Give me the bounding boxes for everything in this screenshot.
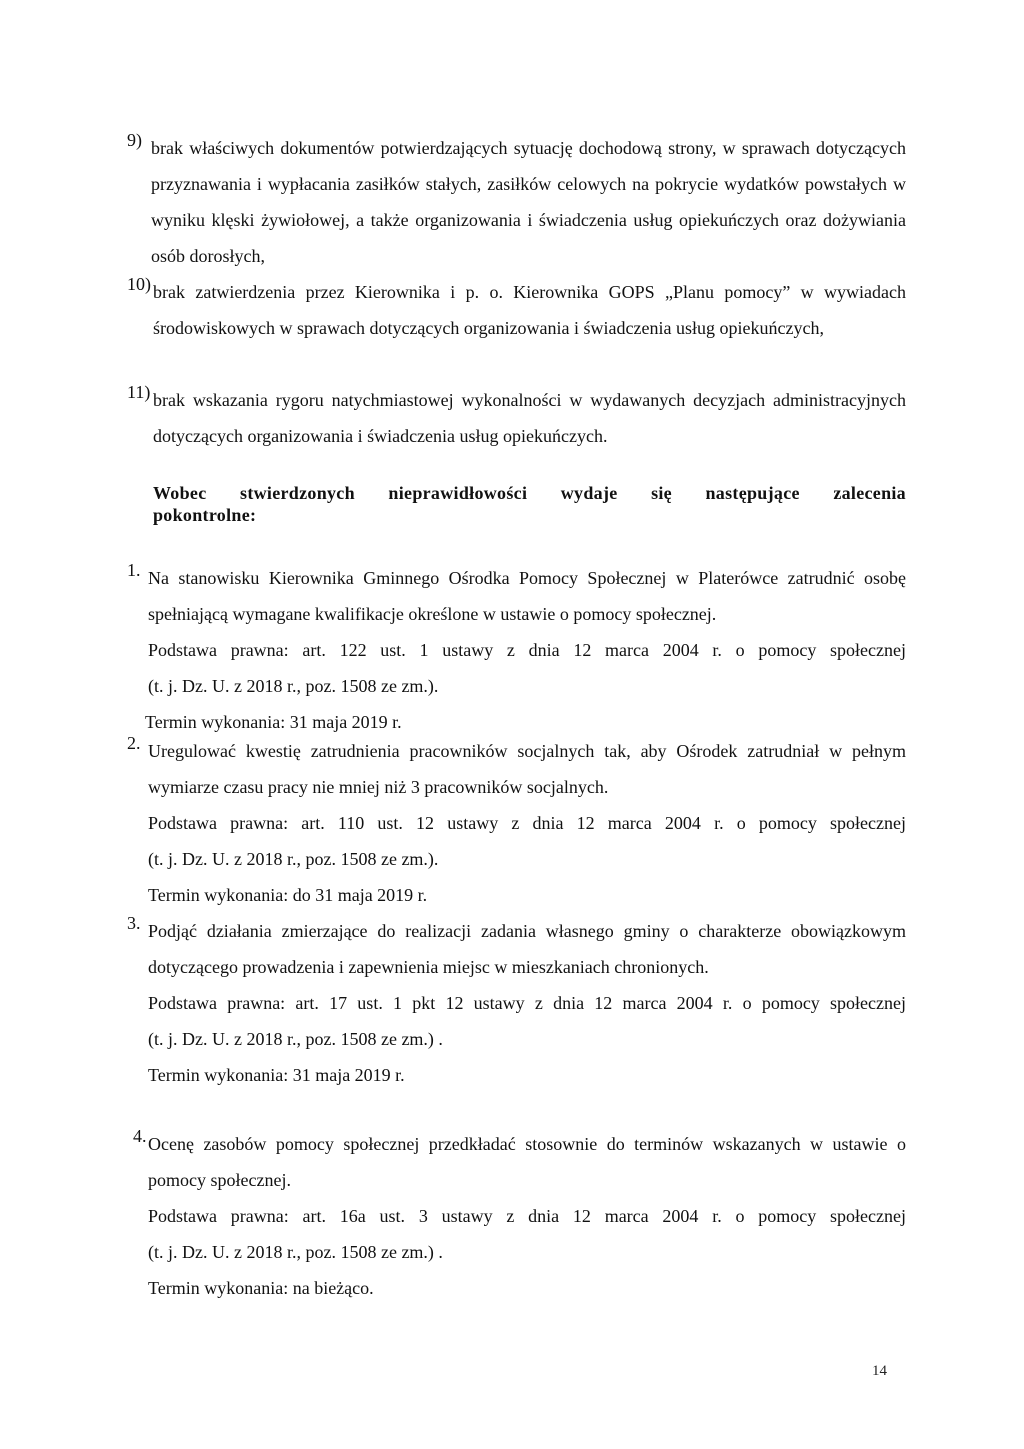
recommendation-item-2 xyxy=(127,733,906,913)
deadline: Termin wykonania: 31 maja 2019 r. xyxy=(148,1065,405,1085)
page-number: 14 xyxy=(872,1363,887,1379)
legal-basis: Podstawa prawna: art. 122 ust. 1 ustawy z dnia 12 marca 2004 r. o pomocy społecznej xyxy=(148,640,906,660)
recommendation-text: Na stanowisku Kierownika Gminnego Ośrodka Pomocy Społecznej w Platerówce zatrudnić osobę spełniającą wymagane kwalifikacje określone w ustawie o pomocy społecznej. xyxy=(148,568,906,624)
finding-text: brak właściwych dokumentów potwierdzających sytuację dochodową strony, w sprawach dotyczących przyznawania i wypłacania zasiłków stałych, zasiłków celowych na pokrycie wydatków powstałych w wyniku klęski żywiołowej, a także organizowania i świadczenia usług opiekuńczych oraz dożywiania osób dorosłych, xyxy=(151,138,906,266)
recommendation-item-1 xyxy=(127,560,906,740)
finding-item-10 xyxy=(127,274,906,346)
recommendation-item-4 xyxy=(127,1126,906,1306)
legal-basis-continued: (t. j. Dz. U. z 2018 r., poz. 1508 ze zm.). xyxy=(148,849,439,869)
recommendation-text: Podjąć działania zmierzające do realizacji zadania własnego gminy o charakterze obowiązkowym dotyczącego prowadzenia i zapewnienia miejsc w mieszkaniach chronionych. xyxy=(148,921,906,977)
recommendations-heading-line: Wobec stwierdzonych nieprawidłowości wydaje się następujące zalecenia xyxy=(153,483,906,503)
legal-basis-continued: (t. j. Dz. U. z 2018 r., poz. 1508 ze zm.) . xyxy=(148,1242,443,1262)
finding-number: 11) xyxy=(127,382,151,402)
finding-item-9 xyxy=(127,130,906,274)
legal-basis: Podstawa prawna: art. 17 ust. 1 pkt 12 ustawy z dnia 12 marca 2004 r. o pomocy społecznej xyxy=(148,993,906,1013)
recommendations-heading-line: pokontrolne: xyxy=(153,505,257,525)
finding-number: 10) xyxy=(127,274,151,294)
deadline: Termin wykonania: na bieżąco. xyxy=(148,1278,374,1298)
legal-basis-continued: (t. j. Dz. U. z 2018 r., poz. 1508 ze zm.) . xyxy=(148,1029,443,1049)
recommendation-number: 3. xyxy=(127,913,141,933)
recommendation-text: Uregulować kwestię zatrudnienia pracowników socjalnych tak, aby Ośrodek zatrudniał w pełnym wymiarze czasu pracy nie mniej niż 3 pracowników socjalnych. xyxy=(148,741,906,797)
recommendation-text: Ocenę zasobów pomocy społecznej przedkładać stosownie do terminów wskazanych w ustawie o pomocy społecznej. xyxy=(148,1134,906,1190)
deadline: Termin wykonania: 31 maja 2019 r. xyxy=(145,712,402,732)
recommendation-number: 1. xyxy=(127,560,141,580)
finding-item-11 xyxy=(127,382,906,454)
recommendations-heading xyxy=(153,482,906,526)
recommendation-number: 4. xyxy=(133,1126,147,1146)
finding-text: brak wskazania rygoru natychmiastowej wykonalności w wydawanych decyzjach administracyjnych dotyczących organizowania i świadczenia usług opiekuńczych. xyxy=(153,390,906,446)
legal-basis: Podstawa prawna: art. 16a ust. 3 ustawy z dnia 12 marca 2004 r. o pomocy społecznej xyxy=(148,1206,906,1226)
legal-basis: Podstawa prawna: art. 110 ust. 12 ustawy z dnia 12 marca 2004 r. o pomocy społecznej xyxy=(148,813,906,833)
deadline: Termin wykonania: do 31 maja 2019 r. xyxy=(148,885,428,905)
finding-number: 9) xyxy=(127,130,142,150)
recommendation-item-3 xyxy=(127,913,906,1093)
legal-basis-continued: (t. j. Dz. U. z 2018 r., poz. 1508 ze zm.). xyxy=(148,676,439,696)
recommendation-number: 2. xyxy=(127,733,141,753)
finding-text: brak zatwierdzenia przez Kierownika i p. o. Kierownika GOPS „Planu pomocy” w wywiadach środowiskowych w sprawach dotyczących organizowania i świadczenia usług opiekuńczych, xyxy=(153,282,906,338)
